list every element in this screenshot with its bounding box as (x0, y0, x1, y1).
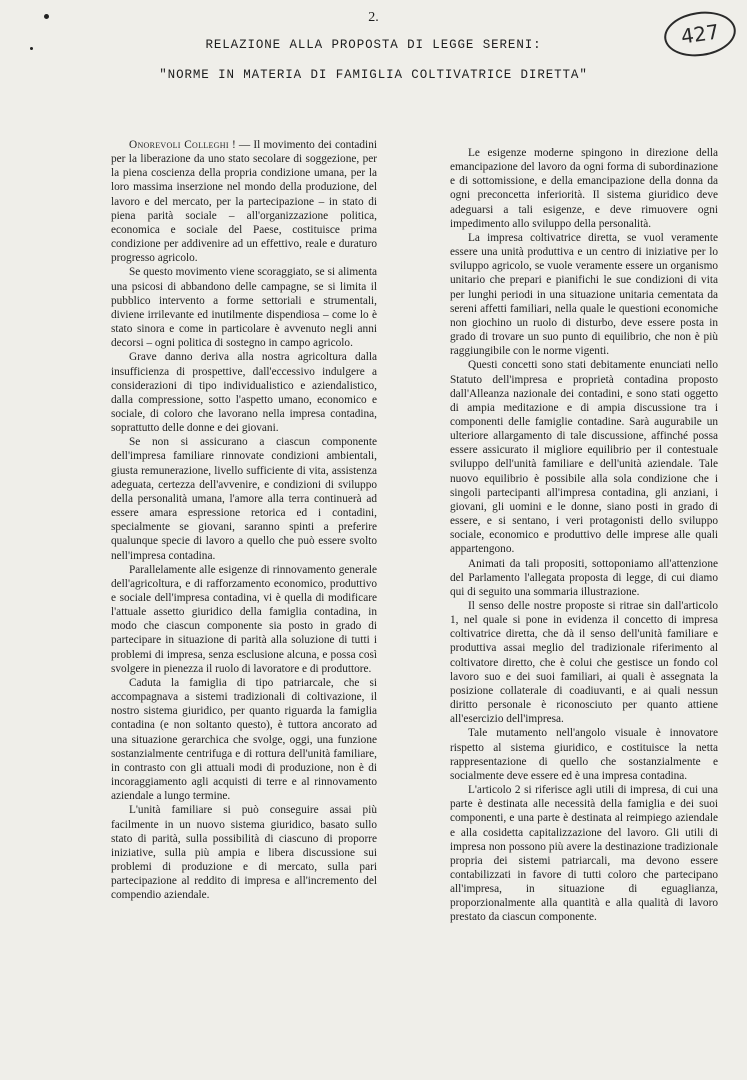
paragraph: Questi concetti sono stati debitamente enunciati nello Statuto dell'impresa e proprietà contadina proposto dall'Alleanza nazionale dei contadini, e sono stati oggetto di ampia meditazione e di ampia discussione tra i componenti delle famiglie contadine. Sarà augurabile un ulteriore allargamento di tale discussione, affinché possa essere assicurato il migliore equilibrio per il contestuale sviluppo dell'unità familiare e dell'unità aziendale. Tale nuovo equilibrio è possibile alla sola condizione che i singoli partecipanti all'impresa contadina, gli anziani, i giovani, gli uomini e le donne, siano posti in grado di essere, e si sentano, i veri protagonisti dello sviluppo sociale, economico e produttivo delle imprese alle quali appartengono. (450, 359, 718, 556)
archive-stamp: 427 (661, 7, 738, 61)
paragraph: Le esigenze moderne spingono in direzione della emancipazione del lavoro da ogni forma di subordinazione e di sottomissione, e della emancipazione della donna da ogni preconcetta inferiorità. Il sistema giuridico deve adeguarsi a tali esigenze, e deve rimuovere ogni impedimento allo sviluppo della personalità. (450, 147, 718, 230)
paragraph: L'unità familiare si può conseguire assai più facilmente in un nuovo sistema giuridico, basato sullo stato di parità, sulla possibilità di ciascuno di proporre iniziative, sulla più ampia e libera discussione sui problemi di produzione e di mercato, sulla pari partecipazione al reddito di impresa e all'incremento del compendio aziendale. (111, 804, 377, 902)
report-heading: RELAZIONE ALLA PROPOSTA DI LEGGE SERENI: (205, 38, 542, 52)
paragraph: Onorevoli Colleghi ! — Il movimento dei contadini per la liberazione da uno stato secolare di soggezione, per la piena coscienza della propria condizione umana, per la loro massima inserzione nel mondo della produzione, del lavoro e del mercato, per la partecipazione – in stato di piena parità sociale – all'organizzazione politica, economica e sociale del Paese, costituisce prima condizione per addivenire ad un effettivo, reale e duraturo progresso agricolo. (111, 139, 377, 265)
paragraph: L'articolo 2 si riferisce agli utili di impresa, di cui una parte è destinata alle necessità della famiglia e dei suoi componenti, e una parte è destinata al reimpiego aziendale e alla cosidetta capitalizzazione del lavoro. Gli utili di impresa non possono più avere la destinazione tradizionale propria dei sistemi patriarcali, ma devono essere contabilizzati in favore di tutti coloro che partecipano all'impresa, in situazione di eguaglianza, proporzionalmente alla quantità e alla qualità di lavoro prestato da ciascun componente. (450, 784, 718, 924)
paragraph: Animati da tali propositi, sottoponiamo all'attenzione del Parlamento l'allegata proposta di legge, di cui diamo qui di seguito una sommaria illustrazione. (450, 557, 718, 598)
paragraph: Tale mutamento nell'angolo visuale è innovatore rispetto al sistema giuridico, e costituisce la netta rappresentazione di quello che sostanzialmente e socialmente deve essere ed è una impresa contadina. (450, 727, 718, 782)
paragraph: Se non si assicurano a ciascun componente dell'impresa familiare rinnovate condizioni ambientali, giusta remunerazione, livello sufficiente di vita, assistenza adeguata, certezza dell'avvenire, e condizioni di sviluppo della personalità umana, l'amore alla terra continuerà ad essere amara espressione retorica ed i contadini, specialmente se giovani, saranno spinti a preferire qualunque specie di lavoro a quello che può essere svolto nell'impresa contadina. (111, 436, 377, 562)
report-subheading: "NORME IN MATERIA DI FAMIGLIA COLTIVATRICE DIRETTA" (159, 68, 588, 82)
paragraph: Parallelamente alle esigenze di rinnovamento generale dell'agricoltura, e di rafforzamento economico, produttivo e sociale dell'impresa contadina, vi è quella di modificare l'attuale assetto giuridico della famiglia contadina, in modo che ciascun componente sia posto in grado di partecipare in situazione di parità alla soluzione di tutti i problemi di impresa, senza esclusione alcuna, e possa così svolgere in pienezza il ruolo di lavoratore e di produttore. (111, 563, 377, 675)
paragraph: Se questo movimento viene scoraggiato, se si alimenta una psicosi di abbandono delle campagne, se si limita il pubblico intervento a forme settoriali e strumentali, diviene irrilevante ed inutilmente dispendiosa – come lo è stato sinora e come in particolare è avvenuto negli anni decorsi – ogni politica di sostegno in campo agricolo. (111, 266, 377, 350)
paragraph: Il senso delle nostre proposte si ritrae sin dall'articolo 1, nel quale si pone in evidenza il concetto di impresa coltivatrice diretta, che dà il senso dell'unità familiare e produttiva assai meglio del tradizionale riferimento al coltivatore diretto, che è colui che gestisce un fondo col lavoro suo e dei suoi familiari, ai quali è assegnata la posizione collaterale di coadiuvanti, e ai quali nessun diritto personale è riconosciuto per quanto attiene all'esercizio dell'impresa. (450, 600, 718, 726)
paragraph: Caduta la famiglia di tipo patriarcale, che si accompagnava a sistemi tradizionali di coltivazione, il nostro sistema giuridico, per quanto riguarda la famiglia contadina (e non soltanto questo), è tuttora ancorato ad una situazione gerarchica che svolge, oggi, una funzione sostanzialmente centrifuga e di rottura dell'unità familiare, in contrasto con gli attuali modi di produzione, non è di incoraggiamento agli acquisti di terre e al rinnovamento aziendale a lungo termine. (111, 676, 377, 803)
paragraph: La impresa coltivatrice diretta, se vuol veramente essere una unità produttiva e un centro di iniziative per lo sviluppo agricolo, se vuole veramente essere un organismo unitario che prepari e pianifichi le sue condizioni di vita per lunghi periodi in una situazione unitaria cementata da sereni affetti familiari, nella quale le questioni economiche non giochino un ruolo di disturbo, deve essere posta in grado di trovare un suo punto di equilibrio, che non è più raggiungibile con le norme vigenti. (450, 231, 718, 358)
right-column (450, 146, 718, 925)
page-number: 2. (368, 10, 379, 25)
salutation: Onorevoli Colleghi (129, 139, 229, 151)
paragraph: Grave danno deriva alla nostra agricoltura dalla insufficienza di prospettive, dall'eccessivo indulgere a considerazioni di tipo individualistico e aziendalistico, dalla compressione, sotto l'aspetto umano, economico e sociale, di coloro che lavorano nella impresa contadina, soprattutto delle donne e dei giovani. (111, 351, 377, 435)
left-column (111, 138, 377, 902)
